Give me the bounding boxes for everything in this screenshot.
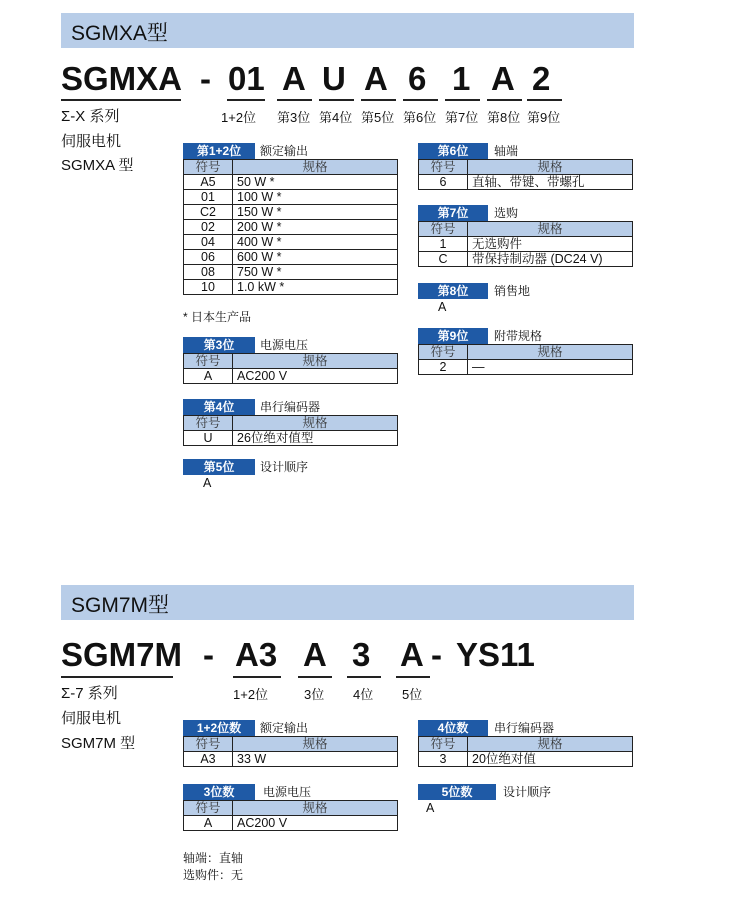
footnote-japan: * 日本生产品 — [183, 310, 252, 324]
table-row — [184, 369, 398, 384]
model-dash: - — [203, 636, 214, 673]
table-row — [419, 752, 633, 767]
table-row — [184, 431, 398, 446]
model-prefix: SGM7M — [61, 636, 183, 673]
table-row — [184, 235, 398, 250]
model-dash: - — [200, 60, 211, 97]
cell-spec: — — [468, 360, 633, 375]
cell-spec: 400 W * — [233, 235, 398, 250]
model-digit-6: 6 — [408, 60, 427, 97]
col-symbol: 符号 — [419, 160, 468, 175]
underline — [347, 676, 381, 678]
cell-symbol: A — [184, 369, 233, 384]
position-label: 第7位 — [445, 110, 479, 125]
note-shaft: 轴端：直轴 — [183, 851, 244, 865]
underline — [361, 99, 396, 101]
table-row — [419, 175, 633, 190]
model-suffix: YS11 — [456, 636, 535, 673]
col-symbol: 符号 — [184, 737, 233, 752]
cell-spec: AC200 V — [233, 369, 398, 384]
col-spec: 规格 — [468, 345, 633, 360]
col-symbol: 符号 — [184, 801, 233, 816]
position-label: 第6位 — [403, 110, 437, 125]
model-digit-7: 1 — [452, 60, 471, 97]
position-label: 第9位 — [527, 110, 561, 125]
position-title: 选购 — [494, 206, 519, 220]
cell-spec: 100 W * — [233, 190, 398, 205]
cell-symbol: U — [184, 431, 233, 446]
cell-spec: 33 W — [233, 752, 398, 767]
cell-symbol: 10 — [184, 280, 233, 295]
cell-spec: AC200 V — [233, 816, 398, 831]
position-tag: 第5位 — [183, 459, 255, 475]
cell-spec: 带保持制动器 (DC24 V) — [468, 252, 633, 267]
series-name: Σ-7 系列 — [61, 685, 118, 702]
underline — [319, 99, 354, 101]
position-label: 3位 — [304, 687, 325, 702]
position-tag: 第6位 — [418, 143, 488, 159]
cell-spec: 无选购件 — [468, 237, 633, 252]
position-tag: 第7位 — [418, 205, 488, 221]
sgm7m-pos12-table — [183, 736, 398, 767]
cell-spec: 150 W * — [233, 205, 398, 220]
table-row — [184, 752, 398, 767]
cell-spec: 直轴、带键、带螺孔 — [468, 175, 633, 190]
position-tag: 第1+2位 — [183, 143, 255, 159]
position-tag: 5位数 — [418, 784, 496, 800]
position-label: 第3位 — [277, 110, 311, 125]
sgmxa-pos6-table — [418, 159, 633, 190]
col-symbol: 符号 — [419, 222, 468, 237]
model-type: SGM7M 型 — [61, 735, 136, 752]
position-title: 附带规格 — [494, 329, 543, 343]
underline — [445, 99, 480, 101]
series-name: Σ-X 系列 — [61, 108, 120, 125]
model-type: SGMXA 型 — [61, 157, 134, 174]
underline — [277, 99, 312, 101]
sgmxa-banner — [61, 13, 634, 48]
model-prefix: SGMXA — [61, 60, 183, 97]
product-type: 伺服电机 — [61, 133, 122, 150]
underline — [227, 99, 265, 101]
sgm7m-pos4-table — [418, 736, 633, 767]
cell-symbol: C — [419, 252, 468, 267]
position-label: 第8位 — [487, 110, 521, 125]
position-title: 电源电压 — [260, 338, 309, 352]
position-tag: 3位数 — [183, 784, 255, 800]
cell-symbol: 06 — [184, 250, 233, 265]
sgmxa-pos9-table — [418, 344, 633, 375]
col-spec: 规格 — [233, 354, 398, 369]
position-title: 额定输出 — [260, 721, 309, 735]
position-label: 第4位 — [319, 110, 353, 125]
col-symbol: 符号 — [184, 416, 233, 431]
sgmxa-banner-title: SGMXA型 — [71, 22, 168, 45]
underline — [298, 676, 332, 678]
cell-symbol: 3 — [419, 752, 468, 767]
position-title: 额定输出 — [260, 144, 309, 158]
sgmxa-pos3-table — [183, 353, 398, 384]
position-tag: 第4位 — [183, 399, 255, 415]
model-digit-4: 3 — [352, 636, 371, 673]
position-tag: 第3位 — [183, 337, 255, 353]
cell-symbol: A3 — [184, 752, 233, 767]
underline — [403, 99, 438, 101]
table-row — [184, 220, 398, 235]
underline — [396, 676, 430, 678]
position-title: 电源电压 — [263, 785, 312, 799]
model-dash: - — [431, 636, 442, 673]
col-spec: 规格 — [468, 737, 633, 752]
table-row — [184, 250, 398, 265]
note-options: 选购件：无 — [183, 868, 244, 882]
cell-symbol: 04 — [184, 235, 233, 250]
sgmxa-pos12-table — [183, 159, 398, 295]
position-value: A — [438, 300, 447, 314]
col-spec: 规格 — [233, 801, 398, 816]
cell-symbol: 6 — [419, 175, 468, 190]
sgmxa-pos4-table — [183, 415, 398, 446]
position-tag: 第8位 — [418, 283, 488, 299]
model-digit-12: A3 — [235, 636, 278, 673]
col-spec: 规格 — [468, 222, 633, 237]
underline — [233, 676, 281, 678]
position-value: A — [203, 476, 212, 490]
sgm7m-banner — [61, 585, 634, 620]
table-row — [419, 360, 633, 375]
model-digit-3: A — [282, 60, 306, 97]
cell-symbol: 1 — [419, 237, 468, 252]
position-tag: 第9位 — [418, 328, 488, 344]
cell-spec: 20位绝对值 — [468, 752, 633, 767]
cell-symbol: A5 — [184, 175, 233, 190]
table-row — [184, 175, 398, 190]
underline — [487, 99, 522, 101]
underline — [61, 99, 181, 101]
position-label: 5位 — [402, 687, 423, 702]
cell-symbol: A — [184, 816, 233, 831]
col-spec: 规格 — [233, 160, 398, 175]
cell-symbol: 01 — [184, 190, 233, 205]
table-row — [184, 190, 398, 205]
cell-symbol: 2 — [419, 360, 468, 375]
col-spec: 规格 — [233, 737, 398, 752]
position-label: 1+2位 — [233, 687, 269, 702]
table-row — [184, 265, 398, 280]
cell-symbol: 02 — [184, 220, 233, 235]
table-row — [419, 237, 633, 252]
underline — [61, 676, 173, 678]
cell-spec: 600 W * — [233, 250, 398, 265]
cell-spec: 1.0 kW * — [233, 280, 398, 295]
cell-symbol: C2 — [184, 205, 233, 220]
model-digit-9: 2 — [532, 60, 551, 97]
sgm7m-pos3-table — [183, 800, 398, 831]
col-symbol: 符号 — [184, 160, 233, 175]
position-title: 轴端 — [494, 144, 519, 158]
model-digit-12: 01 — [228, 60, 265, 97]
col-spec: 规格 — [233, 416, 398, 431]
col-spec: 规格 — [468, 160, 633, 175]
model-digit-4: U — [322, 60, 346, 97]
model-digit-5: A — [364, 60, 388, 97]
sgm7m-banner-title: SGM7M型 — [71, 594, 170, 617]
product-type: 伺服电机 — [61, 710, 122, 727]
table-row — [184, 816, 398, 831]
underline — [527, 99, 562, 101]
cell-spec: 50 W * — [233, 175, 398, 190]
position-title: 串行编码器 — [260, 400, 321, 414]
cell-spec: 26位绝对值型 — [233, 431, 398, 446]
cell-spec: 200 W * — [233, 220, 398, 235]
position-tag: 4位数 — [418, 720, 488, 736]
col-symbol: 符号 — [419, 737, 468, 752]
table-row — [184, 205, 398, 220]
sgmxa-pos7-table — [418, 221, 633, 267]
position-title: 销售地 — [494, 284, 531, 298]
col-symbol: 符号 — [419, 345, 468, 360]
cell-spec: 750 W * — [233, 265, 398, 280]
table-row — [184, 280, 398, 295]
model-digit-5: A — [400, 636, 424, 673]
position-label: 4位 — [353, 687, 374, 702]
cell-symbol: 08 — [184, 265, 233, 280]
position-tag: 1+2位数 — [183, 720, 255, 736]
table-row — [419, 252, 633, 267]
position-title: 设计顺序 — [503, 785, 552, 799]
col-symbol: 符号 — [184, 354, 233, 369]
position-value: A — [426, 801, 435, 815]
position-label: 第5位 — [361, 110, 395, 125]
model-digit-8: A — [491, 60, 515, 97]
position-label: 1+2位 — [221, 110, 257, 125]
position-title: 设计顺序 — [260, 460, 309, 474]
position-title: 串行编码器 — [494, 721, 555, 735]
model-digit-3: A — [303, 636, 327, 673]
